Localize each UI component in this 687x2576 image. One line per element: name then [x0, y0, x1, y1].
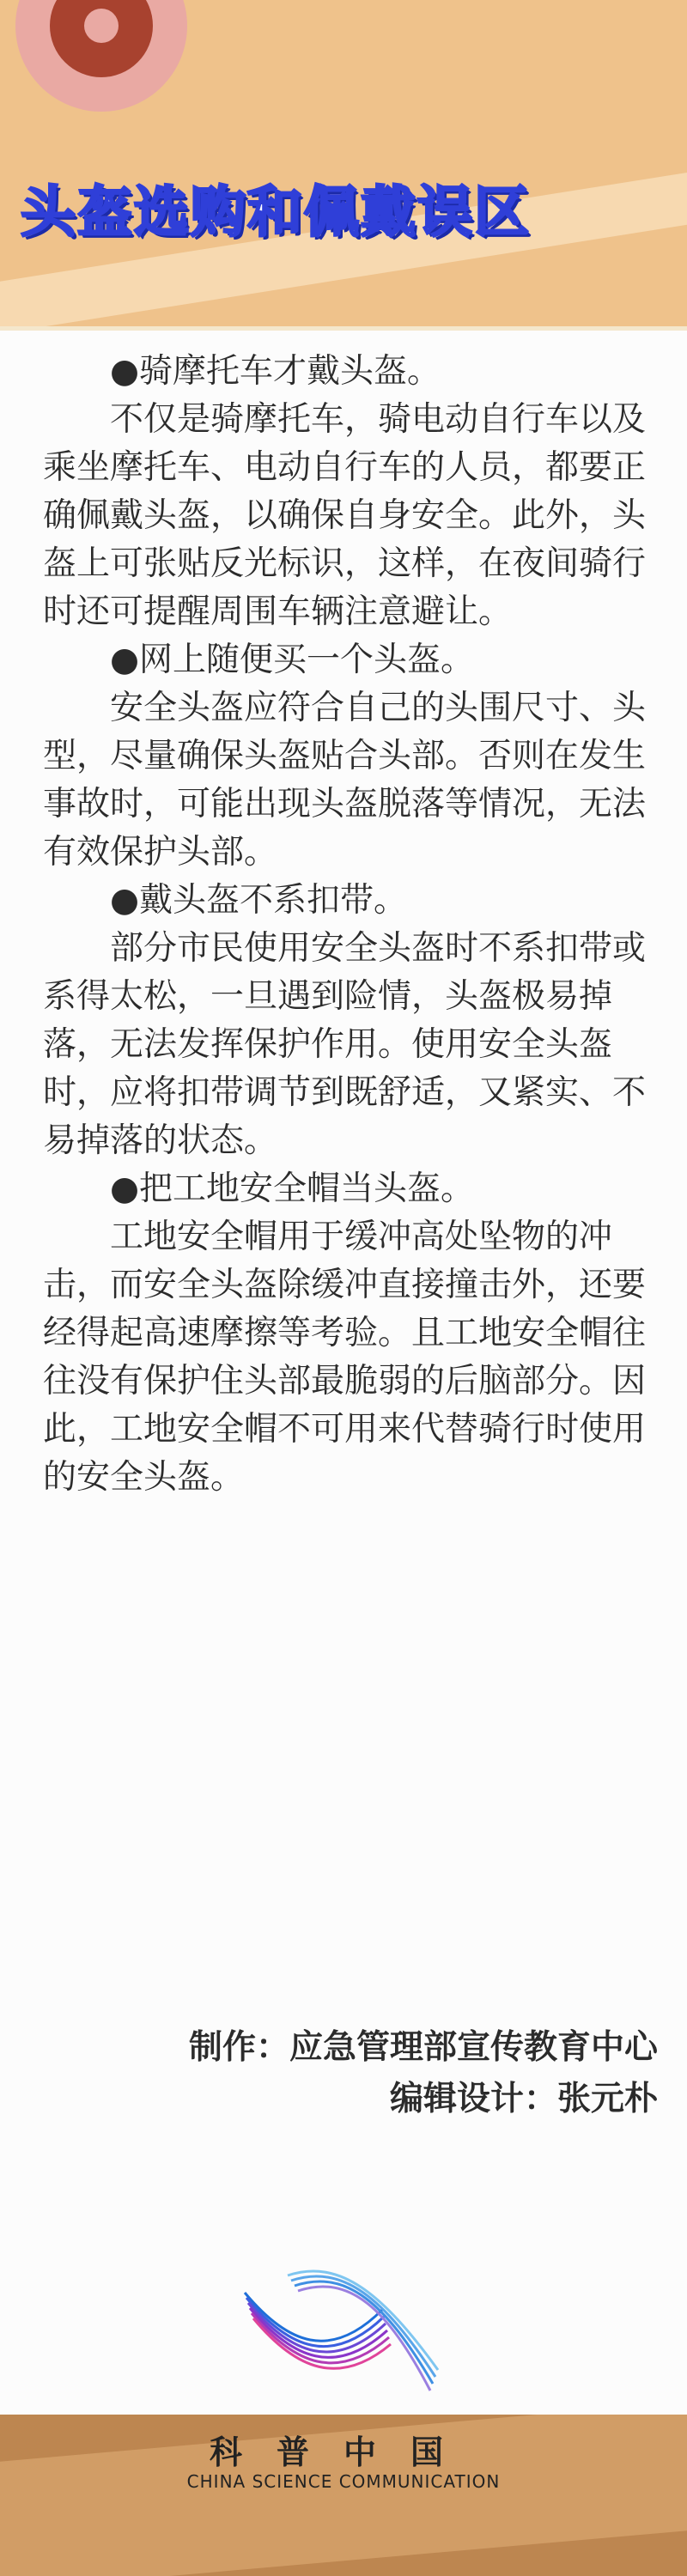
section-4-body: 工地安全帽用于缓冲高处坠物的冲击，而安全头盔除缓冲直接撞击外，还要经得起高速摩擦等考验。且工地安全帽往往没有保护住头部最脆弱的后脑部分。因此，工地安全帽不可用来代替骑行时使用的安全头盔。: [43, 1218, 647, 1497]
section-1-body: 不仅是骑摩托车，骑电动自行车以及乘坐摩托车、电动自行车的人员，都要正确佩戴头盔，以确保自身安全。此外，头盔上可张贴反光标识，这样，在夜间骑行时还可提醒周围车辆注意避让。: [43, 400, 647, 631]
editor-credit: 编辑设计：张元朴: [389, 2080, 658, 2118]
section-1-heading: ●骑摩托车才戴头盔。: [110, 352, 441, 391]
science-china-logo-icon: [236, 2241, 451, 2413]
section-3-heading: ●戴头盔不系扣带。: [110, 881, 408, 920]
section-2-body: 安全头盔应符合自己的头围尺寸、头型，尽量确保头盔贴合头部。否则在发生事故时，可能出现头盔脱落等情况，无法有效保护头部。: [43, 689, 647, 872]
section-2-heading: ●网上随便买一个头盔。: [110, 641, 475, 679]
article-content: [43, 348, 648, 1502]
decorative-hole: [84, 9, 119, 43]
page-title: 头盔选购和佩戴误区: [21, 181, 531, 245]
credits: [189, 2022, 658, 2125]
producer-credit: 制作：应急管理部宣传教育中心: [188, 2028, 658, 2067]
section-4-heading: ●把工地安全帽当头盔。: [110, 1170, 475, 1208]
section-3-body: 部分市民使用安全头盔时不系扣带或系得太松，一旦遇到险情，头盔极易掉落，无法发挥保护作用。使用安全头盔时，应将扣带调节到既舒适，又紧实、不易掉落的状态。: [43, 929, 647, 1160]
header-background: [0, 0, 687, 326]
logo-text-en: CHINA SCIENCE COMMUNICATION: [186, 2471, 501, 2492]
logo-text-cn: 科普中国: [209, 2433, 477, 2471]
